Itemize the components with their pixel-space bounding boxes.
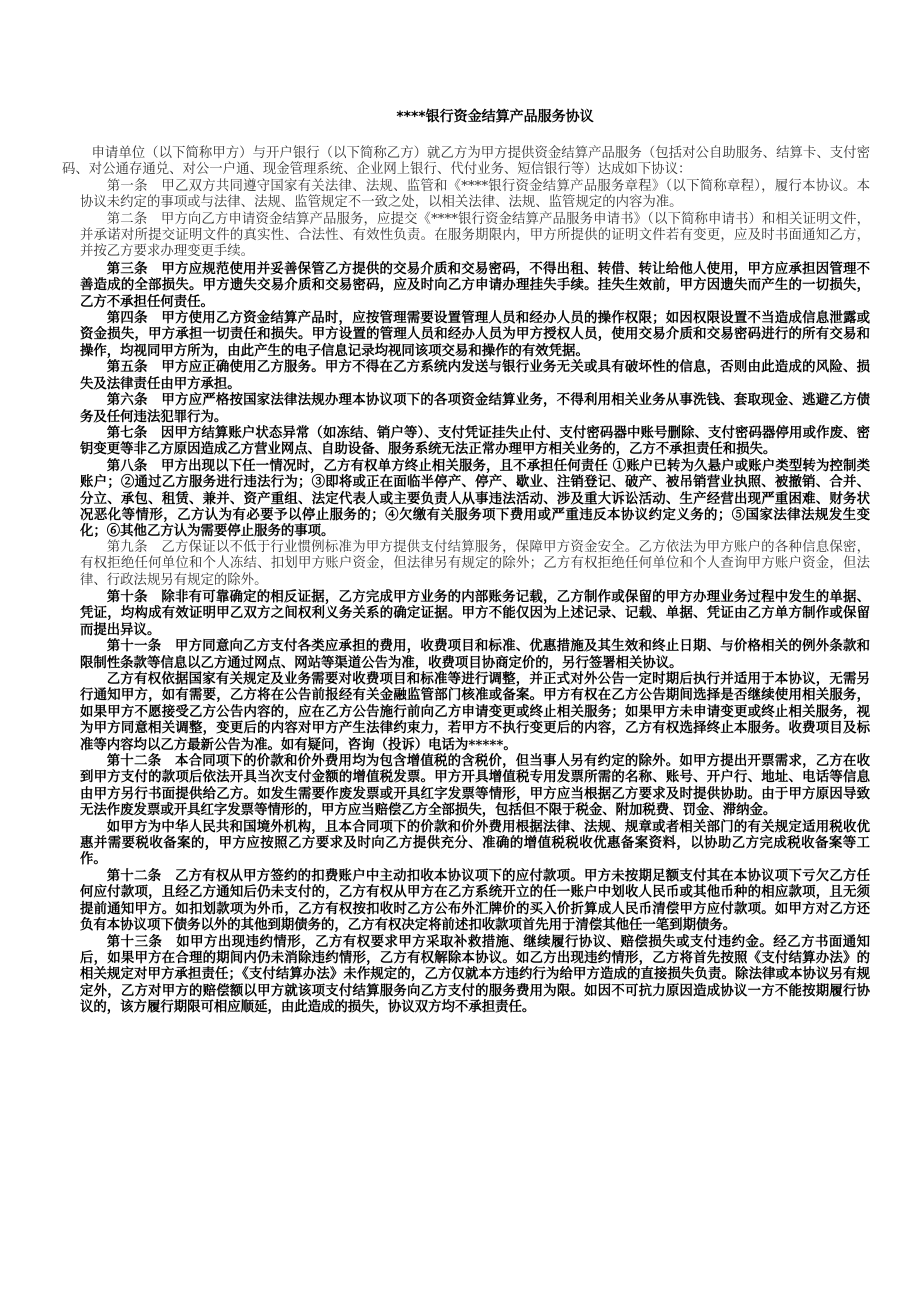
agreement-paragraph: 第六条 甲方应严格按国家法律法规办理本协议项下的各项资金结算业务，不得利用相关业务从事洗钱、套取现金、逃避乙方债务及任何违法犯罪行为。 [80, 392, 870, 425]
agreement-paragraph: 第四条 甲方使用乙方资金结算产品时，应按管理需要设置管理人员和经办人员的操作权限；如因权限设置不当造成信息泄露或资金损失，甲方承担一切责任和损失。甲方设置的管理人员和经办人员为甲方授权人员，使用交易介质和交易密码进行的所有交易和操作，均视同甲方所为，由此产生的电子信息记录均视同该项交易和操作的有效凭据。 [80, 310, 870, 359]
agreement-paragraph: 第十一条 甲方同意向乙方支付各类应承担的费用，收费项目和标准、优惠措施及其生效和终止日期、与价格相关的例外条款和限制性条款等信息以乙方通过网点、网站等渠道公告为准，收费项目协商定价的，另行签署相关协议。 [80, 638, 870, 671]
agreement-paragraph: 第三条 甲方应规范使用并妥善保管乙方提供的交易介质和交易密码，不得出租、转借、转让给他人使用，甲方应承担因管理不善造成的全部损失。甲方遗失交易介质和交易密码，应及时向乙方申请办理挂失手续。挂失生效前，甲方因遗失而产生的一切损失，乙方不承担任何责任。 [80, 260, 870, 310]
agreement-paragraph: 第十二条 本合同项下的价款和价外费用均为包含增值税的含税价，但当事人另有约定的除外。如甲方提出开票需求，乙方在收到甲方支付的款项后依法开具当次支付金额的增值税发票。甲方开具增值税专用发票所需的名称、账号、开户行、地址、电话等信息由甲方另行书面提供给乙方。如发生需要作废发票或开具红字发票等情形，甲方应当根据乙方要求及时提供协助。由于甲方原因导致无法作废发票或开具红字发票等情形的，甲方应当赔偿乙方全部损失，包括但不限于税金、附加税费、罚金、滞纳金。 [80, 753, 870, 819]
document-title: ****银行资金结算产品服务协议 [396, 109, 594, 125]
agreement-paragraph: 第五条 甲方应正确使用乙方服务。甲方不得在乙方系统内发送与银行业务无关或具有破坏性的信息，否则由此造成的风险、损失及法律责任由甲方承担。 [80, 359, 870, 392]
agreement-paragraph: 第十二条 乙方有权从甲方签约的扣费账户中主动扣收本协议项下的应付款项。甲方未按期足额支付其在本协议项下亏欠乙方任何应付款项，且经乙方通知后仍未支付的，乙方有权从甲方在乙方系统开立的任一账户中划收人民币或其他币种的相应款项，且无须提前通知甲方。如扣划款项为外币，乙方有权按扣收时乙方公布外汇牌价的买入价折算成人民币清偿甲方应付款项。如甲方对乙方还负有本协议项下债务以外的其他到期债务的，乙方有权决定将前述扣收款项首先用于清偿其他任一笔到期债务。 [80, 867, 870, 934]
agreement-paragraph: 第一条 甲乙双方共同遵守国家有关法律、法规、监管和《****银行资金结算产品服务章程》（以下简称章程），履行本协议。本协议未约定的事项或与法律、法规、监管规定不一致之处，以相关法律、法规、监管规定的内容为准。 [80, 178, 870, 211]
agreement-paragraph: 第七条 因甲方结算账户状态异常（如冻结、销户等）、支付凭证挂失止付、支付密码器中账号删除、支付密码器停用或作废、密钥变更等非乙方原因造成乙方营业网点、自助设备、服务系统无法正常办理甲方相关业务的，乙方不承担责任和损失。 [80, 424, 870, 458]
agreement-paragraph: 第十三条 如甲方出现违约情形，乙方有权要求甲方采取补救措施、继续履行协议、赔偿损失或支付违约金。经乙方书面通知后，如果甲方在合理的期间内仍未消除违约情形，乙方有权解除本协议。如乙方出现违约情形，乙方将首先按照《支付结算办法》的相关规定对甲方承担责任；《支付结算办法》未作规定的，乙方仅就本方违约行为给甲方造成的直接损失负责。除法律或本协议另有规定外，乙方对甲方的赔偿额以甲方就该项支付结算服务向乙方支付的服务费用为限。如因不可抗力原因造成协议一方不能按期履行协议的，该方履行期限可相应顺延，由此造成的损失，协议双方均不承担责任。 [80, 933, 870, 1016]
agreement-paragraph: 如甲方为中华人民共和国境外机构，且本合同项下的价款和价外费用根据法律、法规、规章或者相关部门的有关规定适用税收优惠并需要税收备案的，甲方应按照乙方要求及时向乙方提供充分、准确的增值税税收优惠备案资料，以协助乙方完成税收备案等工作。 [80, 818, 870, 868]
document-body [62, 146, 870, 1016]
agreement-paragraph: 第八条 甲方出现以下任一情况时，乙方有权单方终止相关服务，且不承担任何责任 ①账户已转为久悬户或账户类型转为控制类账户；②通过乙方服务进行违法行为；③即将或正在面临半停产、停产、歇业、注销登记、破产、被吊销营业执照、被撤销、合并、分立、承包、租赁、兼并、资产重组、法定代表人或主要负责人从事违法活动、涉及重大诉讼活动、生产经营出现严重困难、财务状况恶化等情形，乙方认为有必要予以停止服务的；④欠缴有关服务项下费用或严重违反本协议约定义务的；⑤国家法律法规发生变化；⑥其他乙方认为需要停止服务的事项。 [80, 457, 870, 540]
agreement-paragraph: 第十条 除非有可靠确定的相反证据，乙方完成甲方业务的内部账务记载，乙方制作或保留的甲方办理业务过程中发生的单据、凭证，均构成有效证明甲乙双方之间权利义务关系的确定证据。甲方不能仅因为上述记录、记载、单据、凭证由乙方单方制作或保留而提出异议。 [80, 588, 870, 638]
agreement-paragraph: 第二条 甲方向乙方申请资金结算产品服务，应提交《****银行资金结算产品服务申请书》（以下简称申请书）和相关证明文件，并承诺对所提交证明文件的真实性、合法性、有效性负责。在服务期限内，甲方所提供的证明文件若有变更，应及时书面通知乙方，并按乙方要求办理变更手续。 [80, 211, 870, 260]
agreement-paragraph: 乙方有权依据国家有关规定及业务需要对收费项目和标准等进行调整，并正式对外公告一定时期后执行并适用于本协议，无需另行通知甲方，如有需要，乙方将在公告前报经有关金融监管部门核准或备案。甲方有权在乙方公告期间选择是否继续使用相关服务，如果甲方不愿接受乙方公告内容的，应在乙方公告施行前向乙方申请变更或终止相关服务；如果甲方未申请变更或终止相关服务，视为甲方同意相关调整，变更后的内容对甲方产生法律约束力，若甲方不执行变更后的内容，乙方有权选择终止本服务。收费项目及标准等内容均以乙方最新公告为准。如有疑问，咨询（投诉）电话为*****。 [80, 671, 870, 753]
agreement-paragraph: 申请单位（以下简称甲方）与开户银行（以下简称乙方）就乙方为甲方提供资金结算产品服务（包括对公自助服务、结算卡、支付密码、对公通存通兑、对公一户通、现金管理系统、企业网上银行、代付业务、短信银行等）达成如下协议： [62, 146, 870, 178]
agreement-paragraph: 第九条 乙方保证以不低于行业惯例标准为甲方提供支付结算服务，保障甲方资金安全。乙方依法为甲方账户的各种信息保密，有权拒绝任何单位和个人冻结、扣划甲方账户资金，但法律另有规定的除外；乙方有权拒绝任何单位和个人查询甲方账户资金，但法律、行政法规另有规定的除外。 [80, 539, 870, 588]
